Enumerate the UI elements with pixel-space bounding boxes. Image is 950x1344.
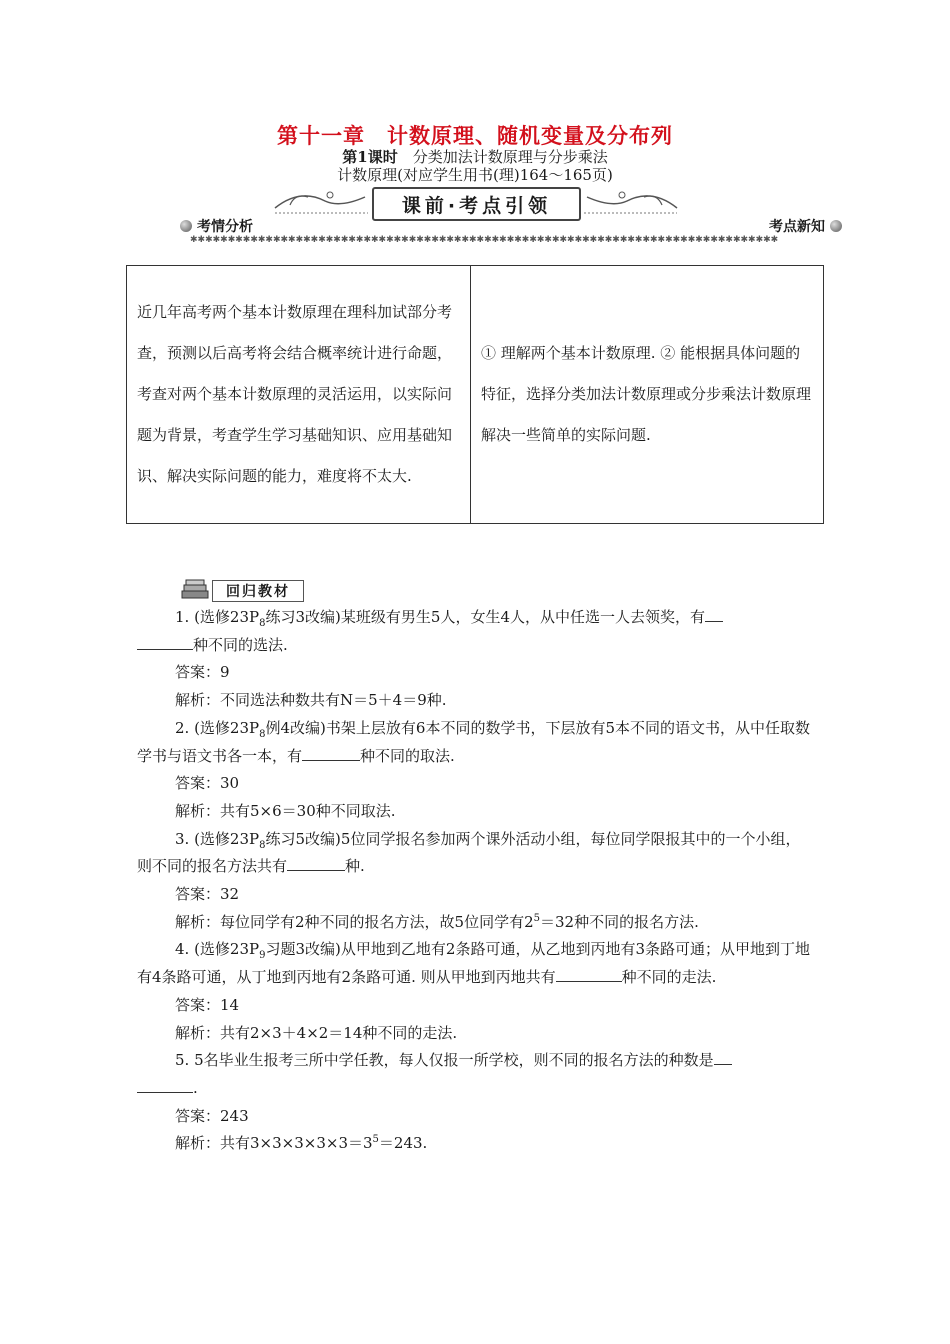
question-text: 4. (选修23P (175, 940, 260, 959)
flourish-right-icon (582, 183, 682, 217)
answer-blank (302, 746, 360, 761)
left-tab (180, 216, 253, 236)
question-2 (137, 715, 812, 770)
problem-list (137, 604, 812, 1158)
analysis-text: 解析：共有3×3×3×3×3＝3 (175, 1134, 373, 1153)
answer-blank (137, 1078, 193, 1093)
lesson-title-text: 分类加法计数原理与分步乘法 (397, 148, 608, 166)
question-text: 3. (选修23P (175, 829, 260, 848)
exam-analysis-cell: 近几年高考两个基本计数原理在理科加试部分考查，预测以后高考将会结合概率统计进行命题，考查对两个基本计数原理的灵活运用，以实际问题为背景，考查学生学习基础知识、应用基础知识、解决实际问题的能力，难度将不太大. (127, 266, 471, 524)
flourish-left-icon (270, 183, 370, 217)
answer-5: 答案：243 (175, 1106, 249, 1125)
books-icon (180, 578, 210, 600)
answer-2: 答案：30 (175, 774, 240, 793)
answer-blank (556, 967, 622, 982)
subscript: 8 (259, 839, 266, 851)
question-text: 习题3改编)从甲地到乙地有2条路可通，从乙地到丙地有3条路可通；从甲地到丁地有4条路可通，从丁地到丙地有2条路可通. 则从甲地到丙地共有 (137, 940, 810, 987)
question-4 (137, 936, 812, 991)
superscript: 5 (533, 912, 541, 924)
analysis-4: 解析：共有2×3＋4×2＝14种不同的走法. (175, 1023, 458, 1042)
analysis-text: ＝243. (378, 1134, 428, 1153)
question-text: 种不同的走法. (621, 968, 717, 987)
question-text: . (193, 1078, 198, 1097)
analysis-1: 解析：不同选法种数共有N＝5＋4＝9种. (175, 691, 447, 710)
question-text: 练习5改编)5位同学报名参加两个课外活动小组，每位同学限报其中的一个小组，则不同的报名方法共有 (137, 829, 801, 876)
analysis-table (126, 265, 824, 524)
analysis-3 (137, 909, 812, 937)
answer-blank (137, 635, 193, 650)
bullet-icon (830, 220, 842, 232)
answer-blank (287, 856, 345, 871)
section-banner: 课前·考点引领 (372, 187, 581, 221)
answer-blank (714, 1050, 732, 1065)
right-tab (769, 216, 842, 236)
analysis-5 (137, 1130, 812, 1158)
answer-blank (705, 607, 723, 622)
subscript: 9 (259, 950, 266, 962)
question-text: 种不同的选法. (193, 635, 288, 654)
answer-1: 答案：9 (175, 663, 230, 682)
question-5-tail (137, 1075, 812, 1103)
lesson-title-line2: 计数原理(对应学生用书(理)164～165页) (337, 166, 613, 184)
question-text: 练习3改编)某班级有男生5人，女生4人，从中任选一人去领奖，有 (265, 608, 705, 626)
decorative-divider: ✱✱✱✱✱✱✱✱✱✱✱✱✱✱✱✱✱✱✱✱✱✱✱✱✱✱✱✱✱✱✱✱✱✱✱✱✱✱✱✱✱✱✱✱✱✱✱✱✱✱✱✱✱✱✱✱✱✱✱✱✱✱✱✱✱✱✱✱✱✱✱✱✱✱✱✱✱✱ (190, 235, 779, 245)
superscript: 5 (372, 1134, 379, 1146)
question-1 (137, 604, 812, 632)
question-5 (137, 1047, 812, 1075)
question-1-tail (137, 632, 812, 660)
question-text: 1. (选修23P (175, 608, 260, 626)
analysis-text: ＝32种不同的报名方法. (540, 912, 699, 931)
question-text: 种. (345, 857, 365, 876)
question-text: 例4改编)书架上层放有6本不同的数学书，下层放有5本不同的语文书，从中任取数学书与语文书各一本，有 (137, 718, 810, 765)
section-title: 回归教材 (212, 580, 304, 602)
lesson-number: 第1课时 (342, 148, 398, 166)
question-text: 2. (选修23P (175, 718, 260, 737)
subscript: 8 (259, 618, 266, 629)
question-text: 5. 5名毕业生报考三所中学任教，每人仅报一所学校，则不同的报名方法的种数是 (175, 1051, 714, 1070)
question-3 (137, 826, 812, 881)
analysis-text: 解析：每位同学有2种不同的报名方法，故5位同学有2 (175, 912, 534, 931)
answer-4: 答案：14 (175, 995, 240, 1014)
analysis-2: 解析：共有5×6＝30种不同取法. (175, 801, 396, 820)
left-tab-label: 考情分析 (197, 219, 253, 235)
knowledge-points-cell: ① 理解两个基本计数原理. ② 能根据具体问题的特征，选择分类加法计数原理或分步乘法计数原理解决一些简单的实际问题. (471, 266, 824, 524)
answer-3: 答案：32 (175, 885, 240, 904)
subscript: 8 (259, 728, 266, 740)
chapter-title: 第十一章 计数原理、随机变量及分布列 (277, 123, 673, 148)
right-tab-label: 考点新知 (769, 219, 825, 235)
question-text: 种不同的取法. (360, 746, 455, 765)
bullet-icon (180, 220, 192, 232)
